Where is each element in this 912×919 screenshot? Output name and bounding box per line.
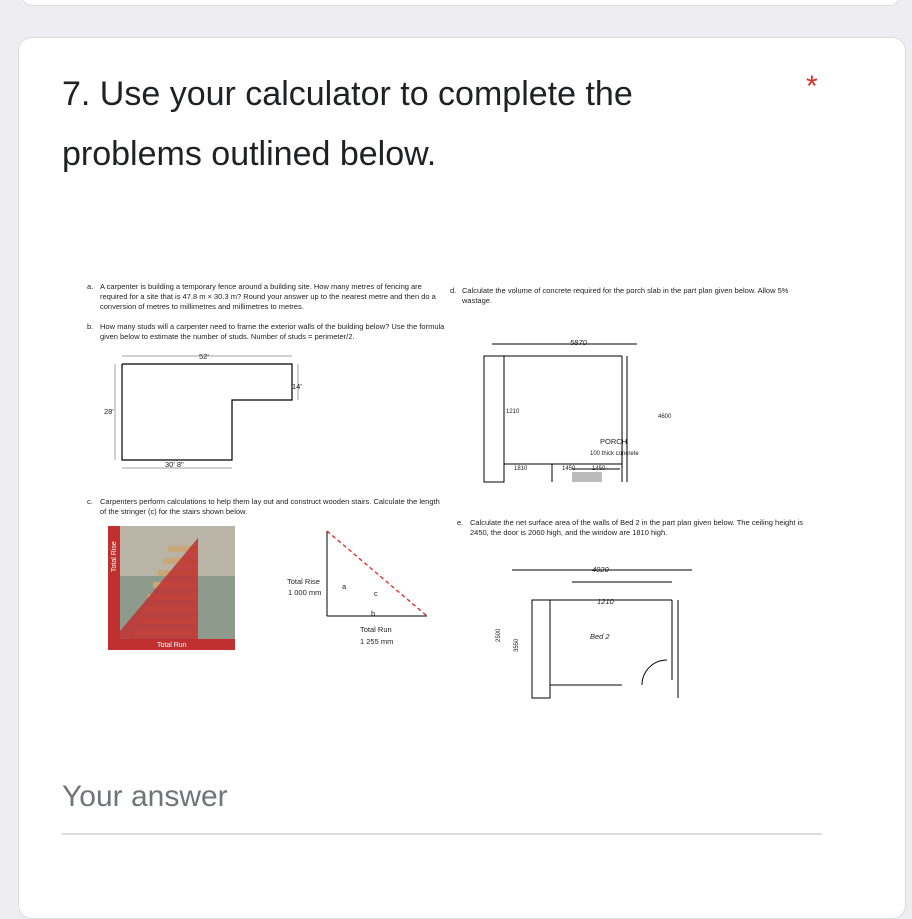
porch-b1: 1810 [514,466,528,472]
part-c-text: Carpenters perform calculations to help them lay out and construct wooden stairs. Calculate the length of the stringer (c) for the stairs shown below. [100,497,440,516]
porch-left-dim: 1210 [506,409,520,415]
part-b-text: How many studs will a carpenter need to frame the exterior walls of the building below? Use the formula given below to estimate the number of studs. Number of studs = perimeter/2. [100,322,445,341]
part-c-label: c. [87,497,93,506]
porch-right-dim: 4600 [658,414,672,420]
porch-top-dim: 5870 [570,338,587,347]
tri-c: c [374,589,378,598]
dim-top: 52' [199,352,209,361]
bed-left1: 2500 [496,628,502,642]
part-b-label: b. [87,322,94,331]
stairs-photo [108,526,235,650]
answer-input[interactable]: Your answer [62,780,228,813]
bed-label: Bed 2 [590,632,610,641]
bed-left2: 3550 [514,638,520,652]
tri-run-value: 1 255 mm [360,637,394,646]
bed-plan-diagram [492,560,702,700]
part-d-label: d. [450,286,457,295]
tri-rise-value: 1 000 mm [288,588,322,597]
tri-a: a [342,582,347,591]
porch-sub: 100 thick concrete [590,451,639,457]
tri-total-run: Total Run [360,625,392,634]
part-d-text: Calculate the volume of concrete required for the porch slab in the part plan given below. Allow 5% wastage. [462,286,789,305]
part-e-text: Calculate the net surface area of the walls of Bed 2 in the part plan given below. The ceiling height is 2450, the door is 2060 high, and the window are 1810 high. [470,518,803,537]
dim-right: 14' [292,382,302,391]
tri-total-rise: Total Rise [287,577,320,586]
tri-b: b [371,609,376,618]
dim-left: 28' [104,407,114,416]
part-e-label: e. [457,518,464,527]
required-asterisk: * [806,70,818,103]
question-title: 7. Use your calculator to complete the problems outlined below. [62,75,633,173]
part-a-label: a. [87,282,94,291]
part-a-text: A carpenter is building a temporary fence around a building site. How many metres of fencing are required for a site that is 47.8 m × 30.3 m? Round your answer up to the nearest metre and then do a conversion of metres to millimetres and millimetres to metres. [100,282,436,311]
stairs-run-label: Total Run [157,642,187,649]
stringer-triangle [317,526,437,626]
porch-b3: 1450 [592,466,606,472]
porch-b2: 1450 [562,466,576,472]
bed-top2: 1210 [597,597,614,606]
question-image [62,242,822,672]
bed-top1: 4020 [592,565,609,574]
dim-bottom: 30' 8" [165,460,184,469]
answer-underline [62,833,822,835]
previous-question-card [22,0,900,6]
stairs-rise-label: Total Rise [111,541,118,572]
porch-label: PORCH [600,437,628,446]
floor-plan-diagram [112,350,312,474]
